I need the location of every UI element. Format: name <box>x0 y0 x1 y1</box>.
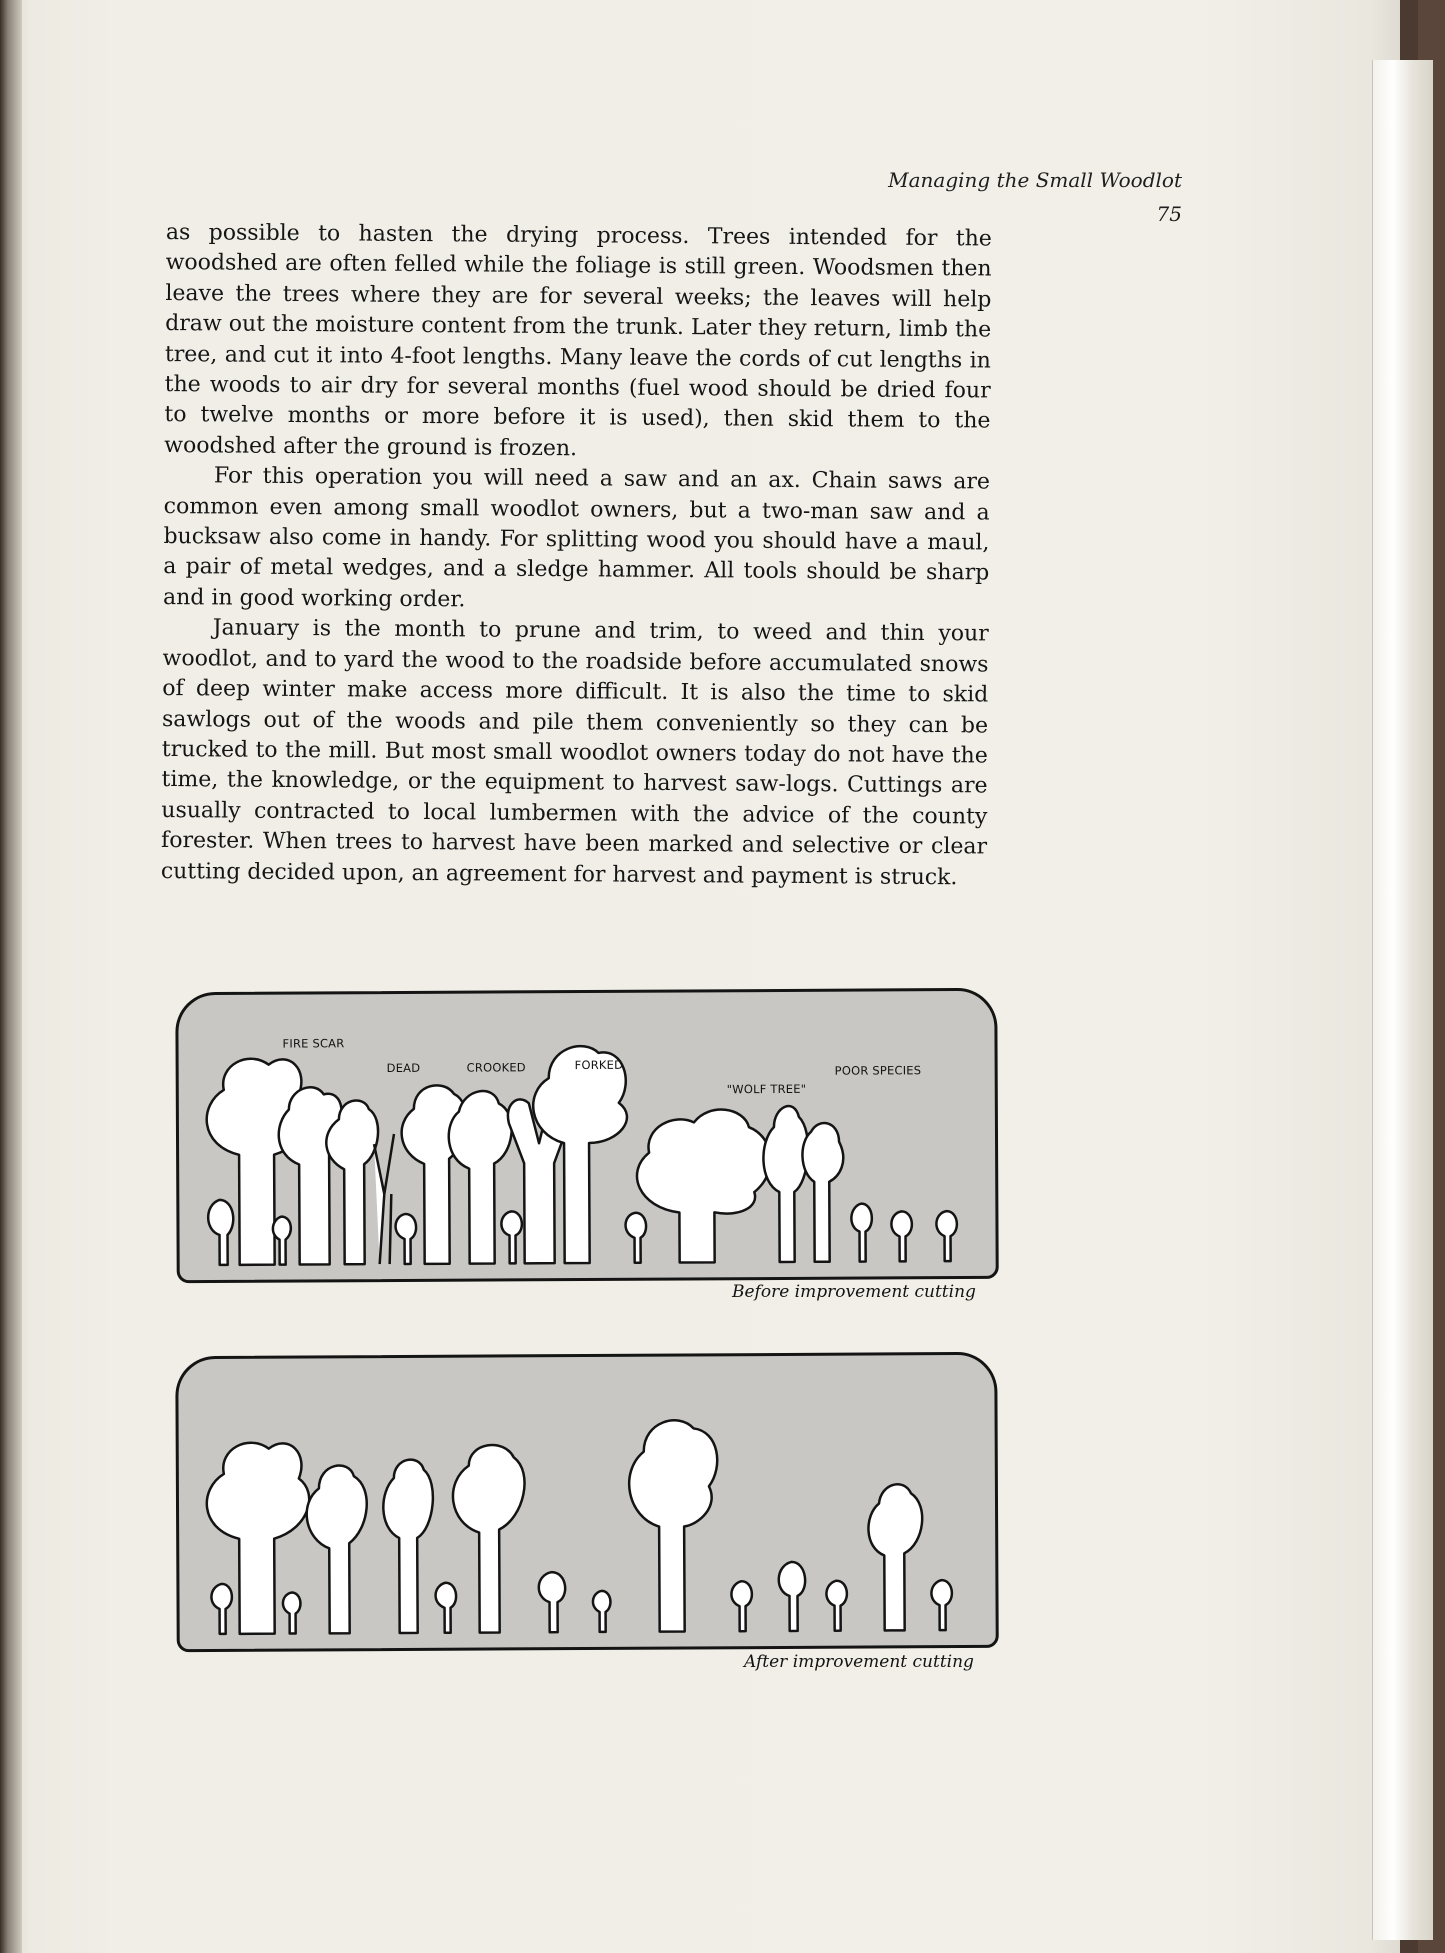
body-text <box>161 218 992 893</box>
label-crooked: CROOKED <box>466 1060 526 1075</box>
label-poor-species: POOR SPECIES <box>834 1063 922 1078</box>
forest-illustration-after <box>178 1355 996 1649</box>
forest-illustration-before <box>178 991 995 1280</box>
label-dead: DEAD <box>386 1060 421 1076</box>
illustration-before-cutting <box>175 988 999 1283</box>
running-header-title: Managing the Small Woodlot <box>888 168 1182 192</box>
paragraph: January is the month to prune and trim, to weed and thin your woodlot, and to yard the wood to the roadside before accumulated snows of deep winter make access more difficult. It is also the time to skid sawlogs out of the woods and pile them conveniently so they can be trucked to the mill. But most small woodlot owners today do not have the time, the knowledge, or the equipment to harvest saw-logs. Cuttings are usually contracted to local lumbermen with the advice of the county forester. When trees to harvest have been marked and selective or clear cutting decided upon, an agreement for harvest and payment is struck. <box>160 615 989 890</box>
label-forked: FORKED <box>574 1057 624 1073</box>
label-wolf-tree: "WOLF TREE" <box>726 1081 807 1097</box>
illustration-after-cutting <box>175 1352 999 1652</box>
caption-before-cutting: Before improvement cutting <box>732 1282 976 1302</box>
paragraph: For this operation you will need a saw and an ax. Chain saws are common even among small woodlot owners, but a two-man saw and a bucksaw also come in handy. For splitting wood you should have a maul, a pair of metal wedges, and a sledge hammer. All tools should be sharp and in good working order. <box>162 463 991 613</box>
caption-after-cutting: After improvement cutting <box>744 1652 974 1672</box>
page-number: 75 <box>1156 202 1182 226</box>
page-stack-edge <box>1372 60 1433 1940</box>
book-spine-shadow <box>0 0 22 1953</box>
label-fire-scar: FIRE SCAR <box>282 1036 345 1051</box>
paragraph: as possible to hasten the drying process. Trees intended for the woodshed are often felled while the foliage is still green. Woodsmen then leave the trees where they are for several weeks; the leaves will help draw out the moisture content from the trunk. Later they return, limb the tree, and cut it into 4-foot lengths. Many leave the cords of cut lengths in the woods to air dry for several months (fuel wood should be dried four to twelve months or more before it is used), then skid them to the woodshed after the ground is frozen. <box>164 219 992 462</box>
